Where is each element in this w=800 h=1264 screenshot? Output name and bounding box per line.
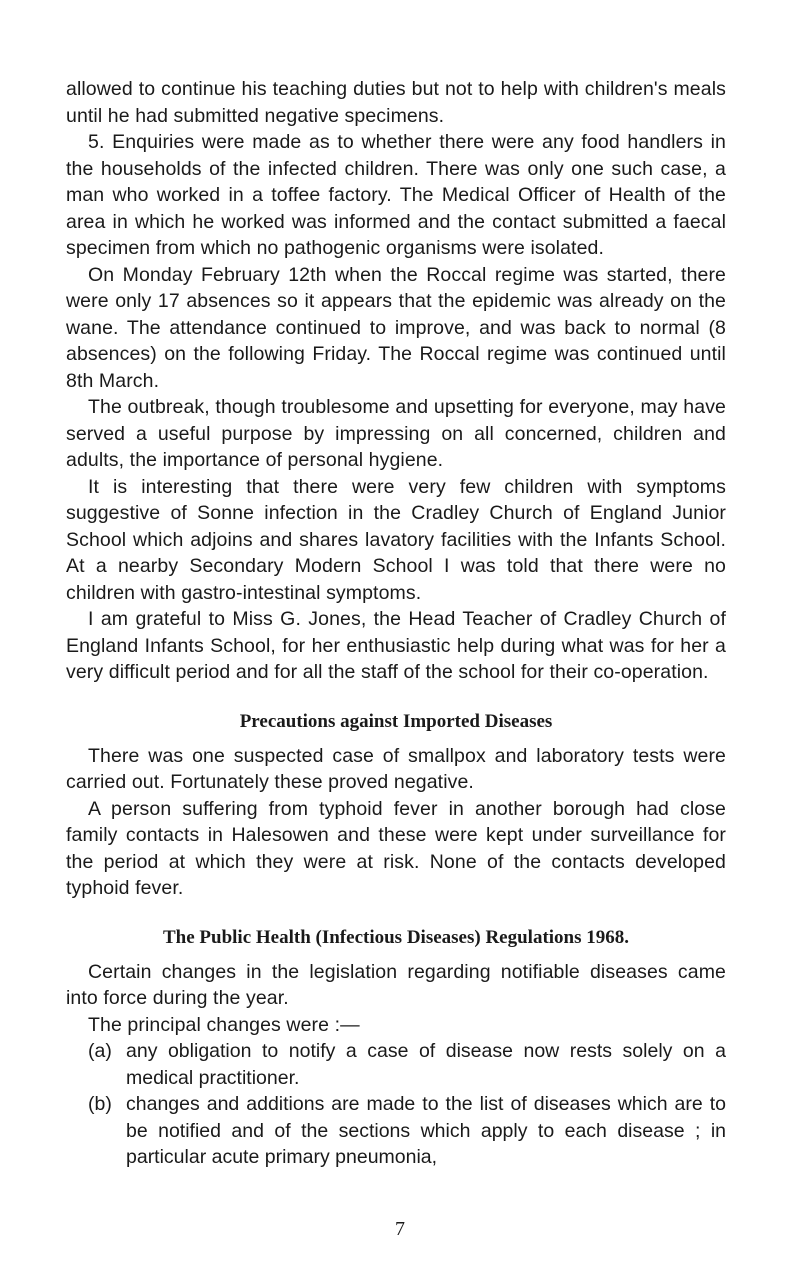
paragraph-typhoid: A person suffering from typhoid fever in another borough had close family contacts in Halesowen and these were kept under surveillance for the period at which they were at risk. None of the contacts developed typhoid fever.: [66, 797, 726, 899]
list-item-b: [66, 1091, 726, 1171]
paragraph-sonne-infection: It is interesting that there were very few children with symptoms suggestive of Sonne infection in the Cradley Church of England Junior School which adjoins and shares lavatory facilities with the Infants School. At a nearby Secondary Modern School I was told that there were no children with gastro-intestinal symptoms.: [66, 475, 726, 604]
list-marker: (a): [88, 1040, 112, 1062]
list-item-a: [66, 1038, 726, 1091]
paragraph-legislation-changes: Certain changes in the legislation regarding notifiable diseases came into force during the year.: [66, 960, 726, 1009]
list-item-text: changes and additions are made to the list of diseases which are to be notified and of the sections which apply to each disease ; in particular acute primary pneumonia,: [126, 1093, 726, 1168]
paragraph-acknowledgement: I am grateful to Miss G. Jones, the Head Teacher of Cradley Church of England Infants School, for her enthusiastic help during what was for her a very difficult period and for all the staff of the school for their co-operation.: [66, 608, 726, 683]
list-marker: (b): [88, 1093, 112, 1115]
paragraph-enquiries: 5. Enquiries were made as to whether there were any food handlers in the households of the infected children. There was only one such case, a man who worked in a toffee factory. The Medical Officer of Health of the area in which he worked was informed and the contact submitted a faecal specimen from which no pathogenic organisms were isolated.: [66, 131, 726, 259]
paragraph-roccal-regime: On Monday February 12th when the Roccal regime was started, there were only 17 absences so it appears that the epidemic was already on the wane. The attendance continued to improve, and was back to normal (8 absences) on the following Friday. The Roccal regime was continued until 8th March.: [66, 263, 726, 392]
paragraph-outbreak: The outbreak, though troublesome and upsetting for everyone, may have served a useful purpose by impressing on all concerned, children and adults, the importance of personal hygiene.: [66, 396, 726, 471]
list-item-text: any obligation to notify a case of disease now rests solely on a medical practitioner.: [126, 1040, 726, 1089]
heading-regulations: The Public Health (Infectious Diseases) Regulations 1968.: [162, 926, 630, 948]
page-number: 7: [395, 1218, 405, 1240]
document-page: [66, 0, 726, 1171]
paragraph-principal-changes: The principal changes were :—: [88, 1013, 360, 1036]
heading-imported-diseases: Precautions against Imported Diseases: [239, 710, 553, 732]
paragraph-continuation: allowed to continue his teaching duties but not to help with children's meals until he had submitted negative specimens.: [66, 78, 726, 127]
paragraph-smallpox: There was one suspected case of smallpox and laboratory tests were carried out. Fortunately these proved negative.: [66, 744, 726, 793]
